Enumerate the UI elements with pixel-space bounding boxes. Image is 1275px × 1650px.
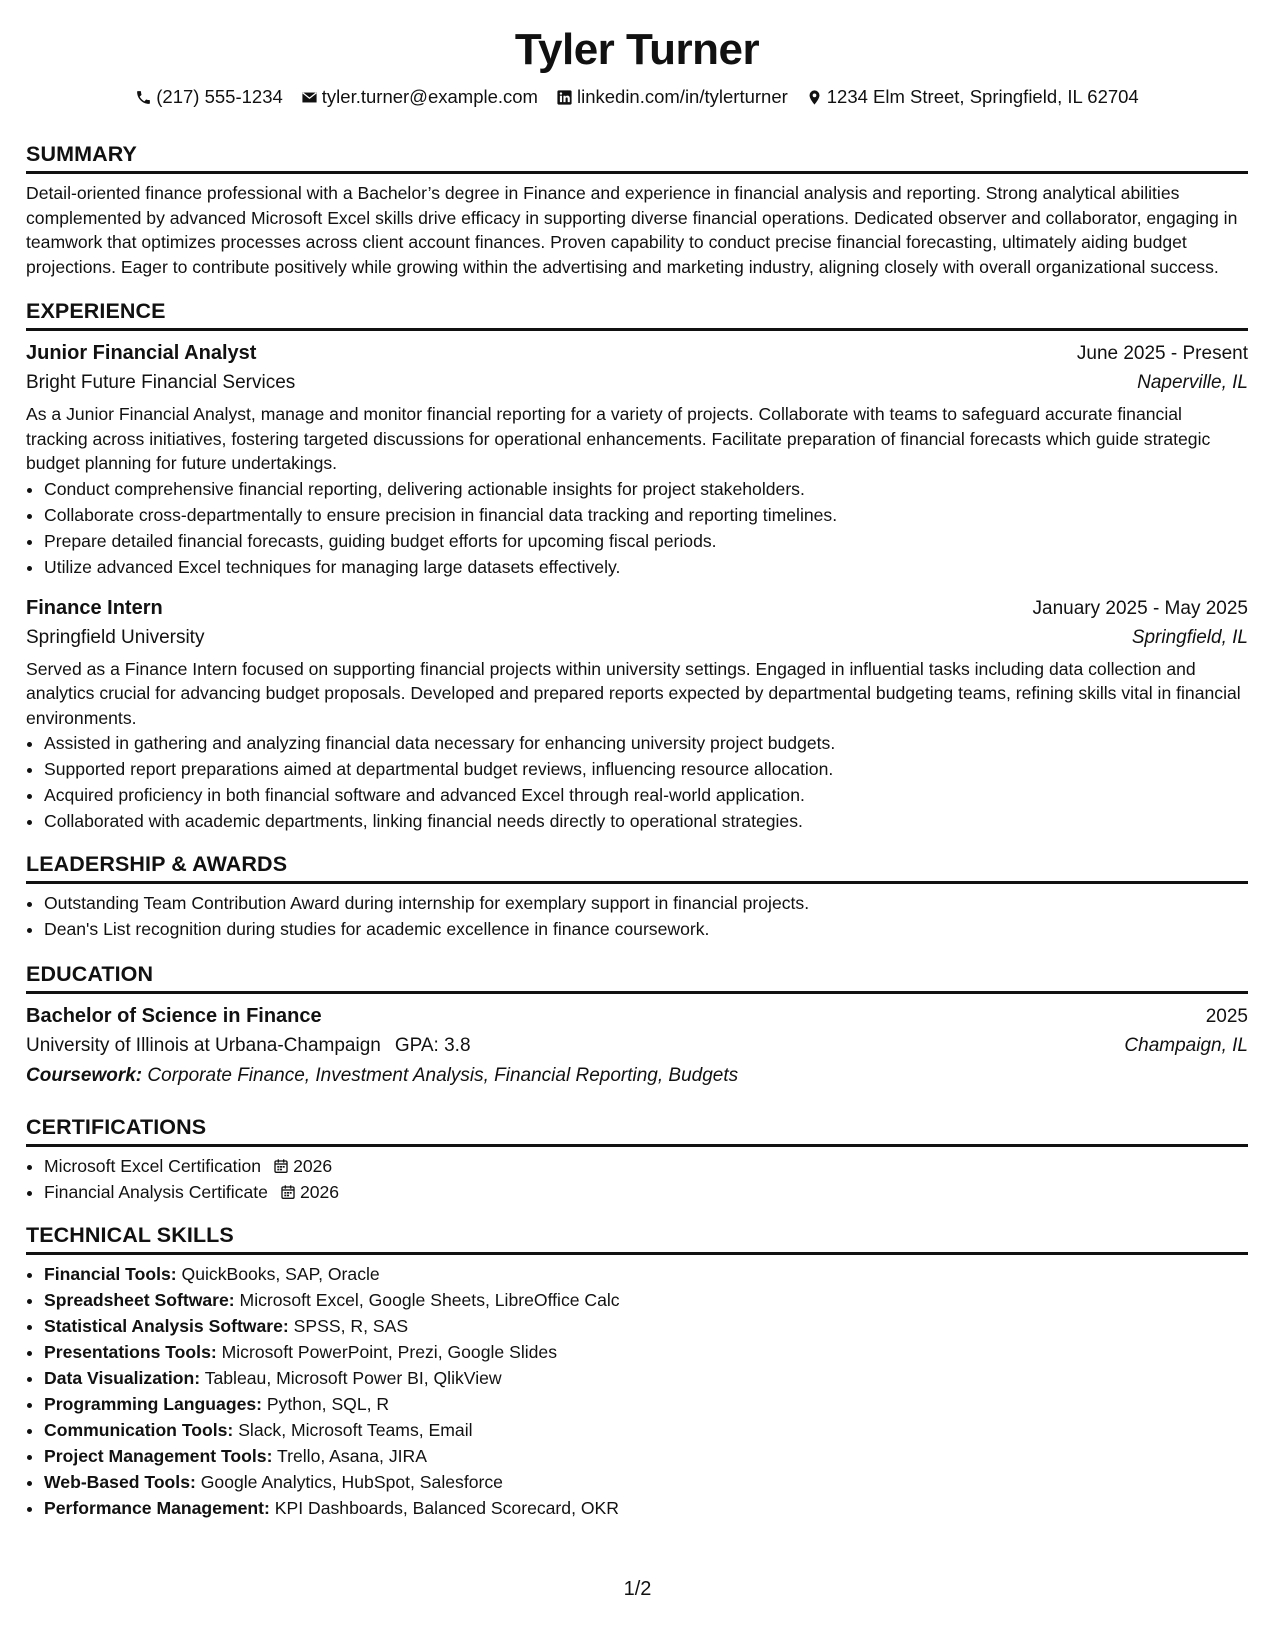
skill-value: Tableau, Microsoft Power BI, QlikView [204, 1368, 502, 1388]
skill-label: Programming Languages: [44, 1394, 262, 1414]
leadership-list [26, 890, 1248, 942]
list-item: • Collaborated with academic departments, linking financial needs directly to operational strategies. [44, 808, 1248, 834]
address-text: 1234 Elm Street, Springfield, IL 62704 [826, 86, 1139, 107]
job-role: Junior Financial Analyst [26, 342, 257, 364]
skill-label: Project Management Tools: [44, 1446, 273, 1466]
skill-label: Web-Based Tools: [44, 1472, 196, 1492]
coursework-list: Corporate Finance, Investment Analysis, Financial Reporting, Budgets [147, 1065, 739, 1086]
list-item: • Acquired proficiency in both financial software and advanced Excel through real-world application. [44, 782, 1248, 808]
summary-text: Detail-oriented finance professional with a Bachelor’s degree in Finance and experience in financial analysis and reporting. Strong analytical abilities complemented by advanced Microsoft Excel skills drive efficacy in supporting diverse financial operations. Dedicated observer and collaborator, engaging in teamwork that optimizes processes across client account finances. Proven capability to conduct precise financial forecasting, ultimately aiding budget projections. Eager to contribute positively while growing within the advertising and marketing industry, aligning closely with overall organizational success. [26, 183, 1238, 277]
contact-email[interactable] [301, 86, 538, 108]
skill-label: Data Visualization: [44, 1368, 201, 1388]
contact-phone [135, 86, 283, 108]
job-dates: January 2025 - May 2025 [1032, 597, 1248, 619]
skill-value: QuickBooks, SAP, Oracle [181, 1264, 380, 1284]
list-item: • Dean's List recognition during studies for academic excellence in finance coursework. [44, 916, 1248, 942]
section-title-experience: EXPERIENCE [26, 299, 1248, 331]
job-role: Finance Intern [26, 596, 163, 619]
contact-linkedin[interactable] [556, 86, 788, 108]
calendar-icon [280, 1184, 296, 1200]
phone-icon [135, 89, 152, 106]
linkedin-link[interactable]: linkedin.com/in/tylerturner [576, 86, 788, 107]
job-dates: June 2025 - Present [1076, 343, 1248, 364]
coursework [26, 1061, 1248, 1091]
skill-value: Microsoft PowerPoint, Prezi, Google Slides [221, 1342, 558, 1362]
section-title-leadership: LEADERSHIP & AWARDS [26, 852, 1248, 884]
section-title-education: EDUCATION [26, 962, 1248, 994]
skill-label: Financial Tools: [44, 1264, 177, 1284]
skill-value: Microsoft Excel, Google Sheets, LibreOffice Calc [239, 1290, 620, 1310]
linkedin-icon [556, 89, 573, 106]
skill-value: KPI Dashboards, Balanced Scorecard, OKR [274, 1498, 619, 1518]
list-item [44, 1365, 1248, 1391]
leadership-section [26, 852, 1248, 942]
skill-value: Trello, Asana, JIRA [277, 1446, 427, 1466]
envelope-icon [301, 89, 318, 106]
calendar-icon [273, 1158, 289, 1174]
section-title-summary: SUMMARY [26, 142, 1248, 174]
list-item: • Collaborate cross-departmentally to ensure precision in financial data tracking and reporting timelines. [44, 502, 1248, 528]
list-item [44, 1495, 1248, 1521]
job-location: Naperville, IL [1137, 372, 1248, 393]
experience-section [26, 299, 1248, 834]
certification-year: 2026 [293, 1156, 333, 1176]
education-section [26, 962, 1248, 1091]
list-item [44, 1417, 1248, 1443]
school-line [26, 1031, 471, 1061]
skill-label: Statistical Analysis Software: [44, 1316, 289, 1336]
job-org: Bright Future Financial Services [26, 372, 296, 393]
skill-label: Performance Management: [44, 1498, 270, 1518]
summary-section [26, 142, 1248, 279]
email-link[interactable]: tyler.turner@example.com [321, 86, 538, 107]
skill-label: Communication Tools: [44, 1420, 234, 1440]
list-item [44, 1313, 1248, 1339]
skill-label: Presentations Tools: [44, 1342, 217, 1362]
skills-list [26, 1261, 1248, 1521]
job-description: Served as a Finance Intern focused on supporting financial projects within university settings. Engaged in influential tasks including data collection and analytics crucial for advancing budget proposals. Developed and prepared reports expected by departmental budgeting teams, refining skills vital in financial environments. [26, 658, 1241, 728]
school-location: Champaign, IL [1124, 1035, 1248, 1056]
section-title-skills: TECHNICAL SKILLS [26, 1223, 1248, 1255]
education-entry [26, 1002, 1248, 1091]
list-item [44, 1153, 1248, 1179]
list-item: • Conduct comprehensive financial reporting, delivering actionable insights for project stakeholders. [44, 476, 1248, 502]
contact-bar [26, 84, 1248, 110]
list-item [44, 1179, 1248, 1205]
job-bullets [26, 730, 1248, 834]
list-item [44, 1469, 1248, 1495]
contact-address [806, 86, 1139, 108]
section-title-certifications: CERTIFICATIONS [26, 1115, 1248, 1147]
phone-text: (217) 555-1234 [156, 86, 283, 107]
list-item [44, 1339, 1248, 1365]
gpa: GPA: 3.8 [394, 1035, 471, 1056]
list-item: • Assisted in gathering and analyzing financial data necessary for enhancing university project budgets. [44, 730, 1248, 756]
job-entry [26, 339, 1248, 580]
job-entry [26, 594, 1248, 835]
skills-section [26, 1223, 1248, 1521]
list-item [44, 1443, 1248, 1469]
skill-label: Spreadsheet Software: [44, 1290, 235, 1310]
list-item: • Utilize advanced Excel techniques for managing large datasets effectively. [44, 554, 1248, 580]
map-pin-icon [806, 89, 823, 106]
school-name: University of Illinois at Urbana-Champaign [26, 1035, 381, 1056]
degree: Bachelor of Science in Finance [26, 1005, 322, 1027]
list-item [44, 1261, 1248, 1287]
skill-value: SPSS, R, SAS [293, 1316, 409, 1336]
list-item: • Supported report preparations aimed at departmental budget reviews, influencing resource allocation. [44, 756, 1248, 782]
resume-page [26, 0, 1248, 1521]
job-description: As a Junior Financial Analyst, manage and monitor financial reporting for a variety of projects. Collaborate with teams to safeguard accurate financial tracking across initiatives, fostering targeted discussions for operational enhancements. Facilitate preparation of financial forecasts which guide strategic budget planning for future undertakings. [26, 404, 1211, 473]
coursework-label: Coursework: [26, 1065, 143, 1086]
certification-name: • Financial Analysis Certificate [44, 1182, 268, 1202]
certification-name: • Microsoft Excel Certification [44, 1156, 262, 1176]
candidate-name: Tyler Turner [514, 25, 760, 74]
graduation-year: 2025 [1205, 1006, 1248, 1027]
list-item [44, 1391, 1248, 1417]
certifications-list [26, 1153, 1248, 1205]
list-item: • Prepare detailed financial forecasts, guiding budget efforts for upcoming fiscal periods. [44, 528, 1248, 554]
certifications-section [26, 1115, 1248, 1205]
job-location: Springfield, IL [1131, 626, 1248, 648]
list-item: • Outstanding Team Contribution Award during internship for exemplary support in financial projects. [44, 890, 1248, 916]
job-bullets [26, 476, 1248, 580]
page-number: 1/2 [623, 1578, 652, 1600]
certification-year: 2026 [299, 1182, 340, 1202]
list-item [44, 1287, 1248, 1313]
skill-value: Python, SQL, R [266, 1394, 390, 1414]
job-org: Springfield University [26, 626, 205, 648]
skill-value: Google Analytics, HubSpot, Salesforce [200, 1472, 503, 1492]
skill-value: Slack, Microsoft Teams, Email [238, 1420, 473, 1440]
